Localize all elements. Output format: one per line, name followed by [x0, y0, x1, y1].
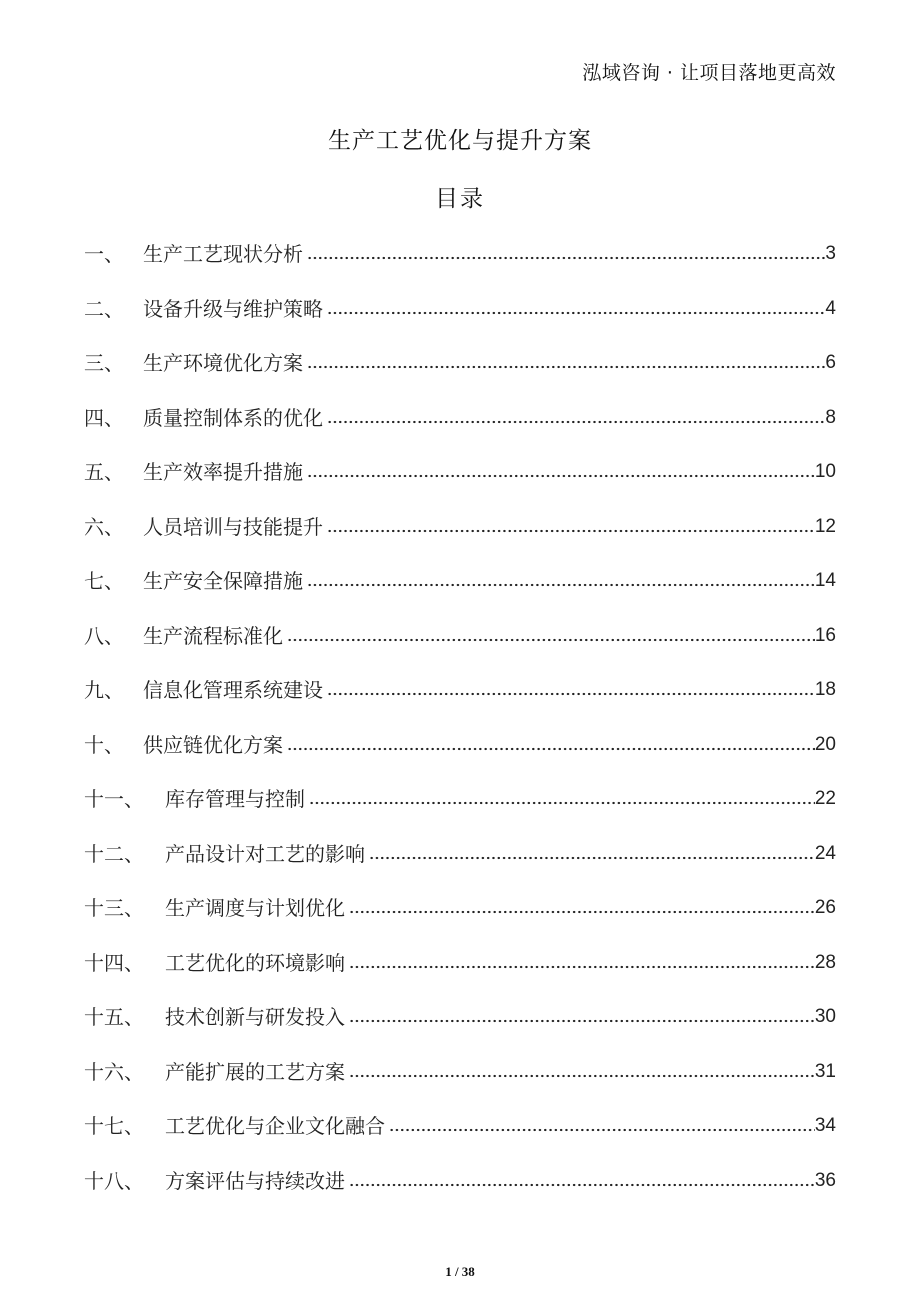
- dot-leader: [307, 364, 825, 370]
- toc-entry-number: 十六、: [84, 1059, 144, 1084]
- toc-entry-page: 12: [814, 515, 836, 537]
- dot-leader: [307, 255, 825, 261]
- toc-entry-number: 八、: [84, 623, 124, 648]
- toc-entry-page: 24: [814, 842, 836, 864]
- toc-entry[interactable]: [84, 400, 836, 432]
- dot-leader: [327, 691, 815, 697]
- toc-entry-number: 十三、: [84, 896, 144, 920]
- toc-entry-page: 6: [825, 352, 836, 373]
- toc-entry[interactable]: [84, 890, 836, 922]
- toc-entry-number: 十八、: [84, 1168, 144, 1193]
- page-indicator: 1 / 38: [445, 1264, 475, 1279]
- toc-entry-title: 生产工艺现状分析: [143, 242, 303, 266]
- toc-entry[interactable]: [84, 945, 836, 977]
- dot-leader: [309, 800, 815, 806]
- dot-leader: [327, 528, 815, 534]
- toc-entry[interactable]: [84, 1054, 836, 1086]
- toc-entry-page: 16: [814, 624, 836, 646]
- toc-entry-page: 14: [814, 570, 836, 591]
- toc-entry-title: 生产效率提升措施: [143, 460, 303, 484]
- dot-leader: [389, 1127, 815, 1133]
- toc-entry-number: 十四、: [84, 950, 144, 975]
- toc-entry-title: 质量控制体系的优化: [143, 405, 323, 430]
- toc-entry[interactable]: [84, 836, 836, 868]
- toc-entry[interactable]: [84, 672, 836, 704]
- toc-entry-page: 3: [825, 243, 836, 264]
- toc-entry-page: 28: [814, 951, 836, 973]
- toc-entry-title: 产品设计对工艺的影响: [165, 841, 365, 866]
- toc-entry-number: 五、: [84, 460, 124, 484]
- toc-entry-title: 设备升级与维护策略: [143, 296, 323, 321]
- toc-entry-page: 20: [814, 733, 836, 755]
- toc-entry-number: 九、: [84, 678, 124, 702]
- toc-entry[interactable]: [84, 563, 836, 595]
- toc-entry-page: 22: [814, 788, 836, 809]
- dot-leader: [327, 310, 825, 316]
- toc-entry-number: 一、: [84, 242, 124, 266]
- toc-entry-title: 生产流程标准化: [143, 623, 283, 648]
- toc-entry[interactable]: [84, 509, 836, 541]
- toc-entry[interactable]: [84, 781, 836, 813]
- toc-entry[interactable]: [84, 618, 836, 650]
- toc-entry-number: 十一、: [84, 787, 144, 811]
- toc-entry-number: 十、: [84, 732, 124, 757]
- toc-entry-title: 工艺优化与企业文化融合: [165, 1114, 385, 1138]
- dot-leader: [349, 964, 815, 970]
- toc-entry-number: 六、: [84, 514, 124, 539]
- dot-leader: [287, 637, 815, 643]
- toc-entry-title: 供应链优化方案: [143, 732, 283, 757]
- toc-entry-title: 方案评估与持续改进: [165, 1168, 345, 1193]
- toc-entry[interactable]: [84, 999, 836, 1031]
- toc-entry-page: 36: [814, 1169, 836, 1191]
- toc-entry-page: 31: [814, 1060, 836, 1082]
- toc-entry[interactable]: [84, 1163, 836, 1195]
- toc-entry-page: 30: [814, 1006, 836, 1027]
- toc-entry-title: 库存管理与控制: [165, 787, 305, 811]
- toc-entry[interactable]: [84, 727, 836, 759]
- toc-entry-number: 四、: [84, 405, 124, 430]
- dot-leader: [307, 473, 815, 479]
- toc-entry-title: 生产调度与计划优化: [165, 896, 345, 920]
- toc-entry-page: 18: [814, 679, 836, 700]
- dot-leader: [287, 746, 815, 752]
- toc-entry-page: 4: [825, 297, 836, 319]
- toc-entry[interactable]: [84, 236, 836, 268]
- toc-entry-page: 10: [814, 461, 836, 482]
- dot-leader: [349, 909, 815, 915]
- toc-entry-title: 信息化管理系统建设: [143, 678, 323, 702]
- dot-leader: [369, 855, 815, 861]
- toc-entry-title: 生产环境优化方案: [143, 351, 303, 375]
- toc-entry-page: 26: [814, 897, 836, 918]
- toc-entry-title: 技术创新与研发投入: [165, 1005, 345, 1029]
- toc-entry-title: 人员培训与技能提升: [143, 514, 323, 539]
- dot-leader: [307, 582, 815, 588]
- toc-entry-title: 生产安全保障措施: [143, 569, 303, 593]
- toc-entry-page: 8: [825, 406, 836, 428]
- dot-leader: [349, 1018, 815, 1024]
- toc-entry-number: 二、: [84, 296, 124, 321]
- toc-entry-number: 三、: [84, 351, 124, 375]
- document-title: 生产工艺优化与提升方案: [328, 128, 592, 154]
- toc-entry-number: 七、: [84, 569, 124, 593]
- toc-entry-number: 十五、: [84, 1005, 144, 1029]
- toc-entry-number: 十二、: [84, 841, 144, 866]
- toc-entry-page: 34: [814, 1115, 836, 1136]
- toc-entry[interactable]: [84, 1108, 836, 1140]
- toc-entry-title: 产能扩展的工艺方案: [165, 1059, 345, 1084]
- toc-entry-title: 工艺优化的环境影响: [165, 950, 345, 975]
- dot-leader: [349, 1073, 815, 1079]
- toc-entry-number: 十七、: [84, 1114, 144, 1138]
- toc-entry[interactable]: [84, 454, 836, 486]
- dot-leader: [327, 419, 825, 425]
- toc-entry[interactable]: [84, 291, 836, 323]
- toc-entry[interactable]: [84, 345, 836, 377]
- header-slogan: 泓域咨询 · 让项目落地更高效: [582, 62, 836, 84]
- toc-heading: 目录: [435, 186, 485, 212]
- dot-leader: [349, 1182, 815, 1188]
